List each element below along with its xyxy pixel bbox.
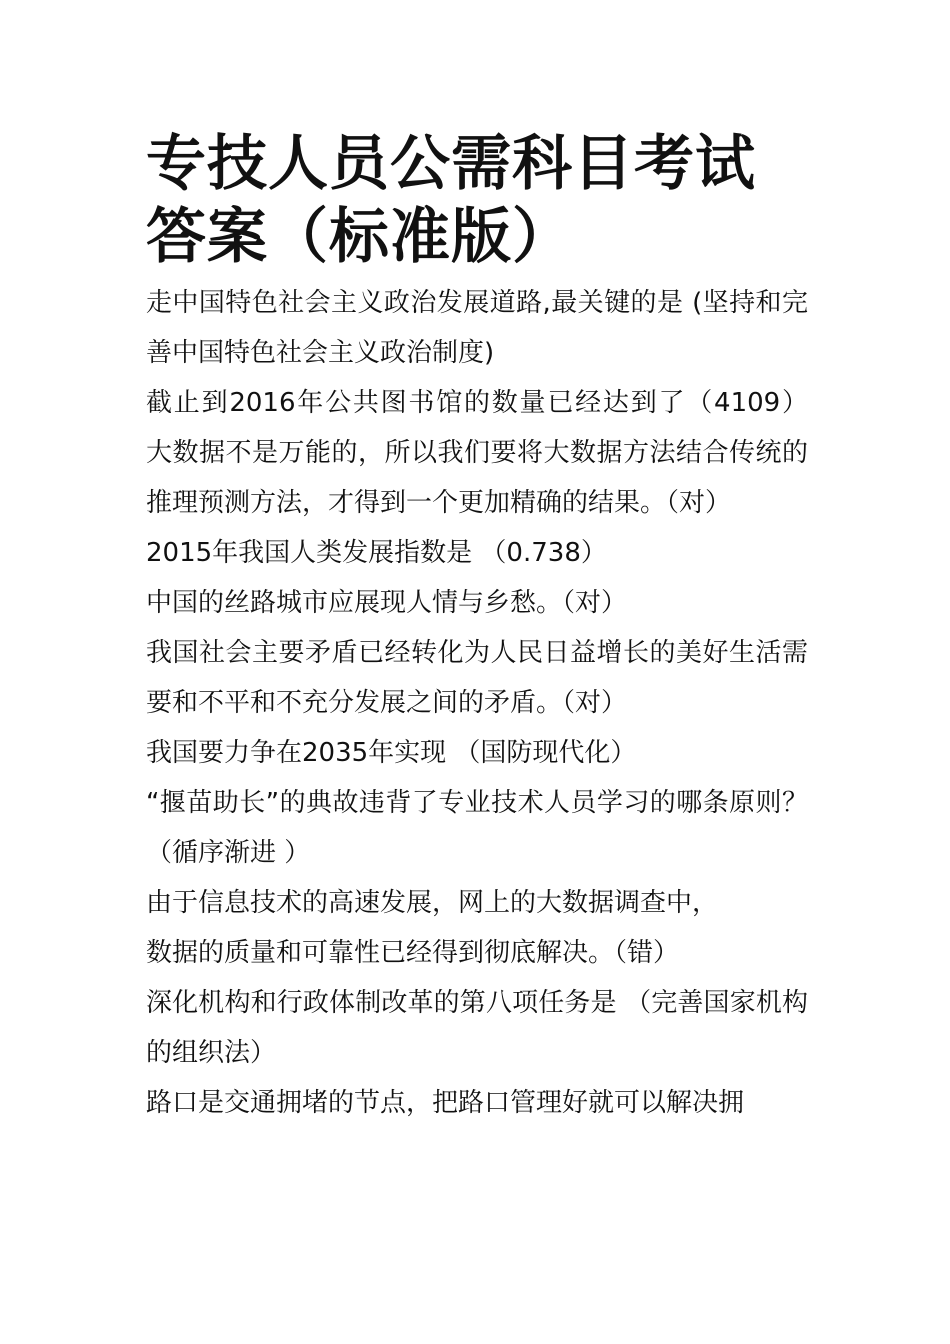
answer-item-3: 大数据不是万能的，所以我们要将大数据方法结合传统的推理预测方法，才得到一个更加精确的结果。（对） [146, 438, 808, 518]
answer-item-6: 我国社会主要矛盾已经转化为人民日益增长的美好生活需要和不平和不充分发展之间的矛盾。（对） [146, 638, 808, 718]
answer-item-4: 2015年我国人类发展指数是 （0.738） [146, 538, 607, 568]
answer-list [146, 278, 808, 1128]
answer-item-8: “揠苗助长”的典故违背了专业技术人员学习的哪条原则？ （循序渐进 ） [146, 788, 808, 868]
answer-item-1: 走中国特色社会主义政治发展道路,最关键的是 (坚持和完善中国特色社会主义政治制度) [146, 288, 808, 368]
document-content [146, 128, 808, 1128]
document-title: 专技人员公需科目考试答案（标准版） [146, 129, 756, 272]
answer-item-5: 中国的丝路城市应展现人情与乡愁。（对） [146, 588, 628, 618]
answer-item-12: 路口是交通拥堵的节点，把路口管理好就可以解决拥 [146, 1088, 745, 1118]
answer-item-7: 我国要力争在2035年实现 （国防现代化） [146, 738, 637, 768]
answer-item-10: 数据的质量和可靠性已经得到彻底解决。（错） [146, 938, 680, 968]
answer-item-9: 由于信息技术的高速发展，网上的大数据调查中， [146, 888, 719, 918]
answer-item-11: 深化机构和行政体制改革的第八项任务是 （完善国家机构的组织法） [146, 988, 808, 1068]
answer-item-2 [146, 378, 808, 428]
answer-item-2-text: 截止到2016年公共图书馆的数量已经达到了（4109） [146, 388, 808, 418]
